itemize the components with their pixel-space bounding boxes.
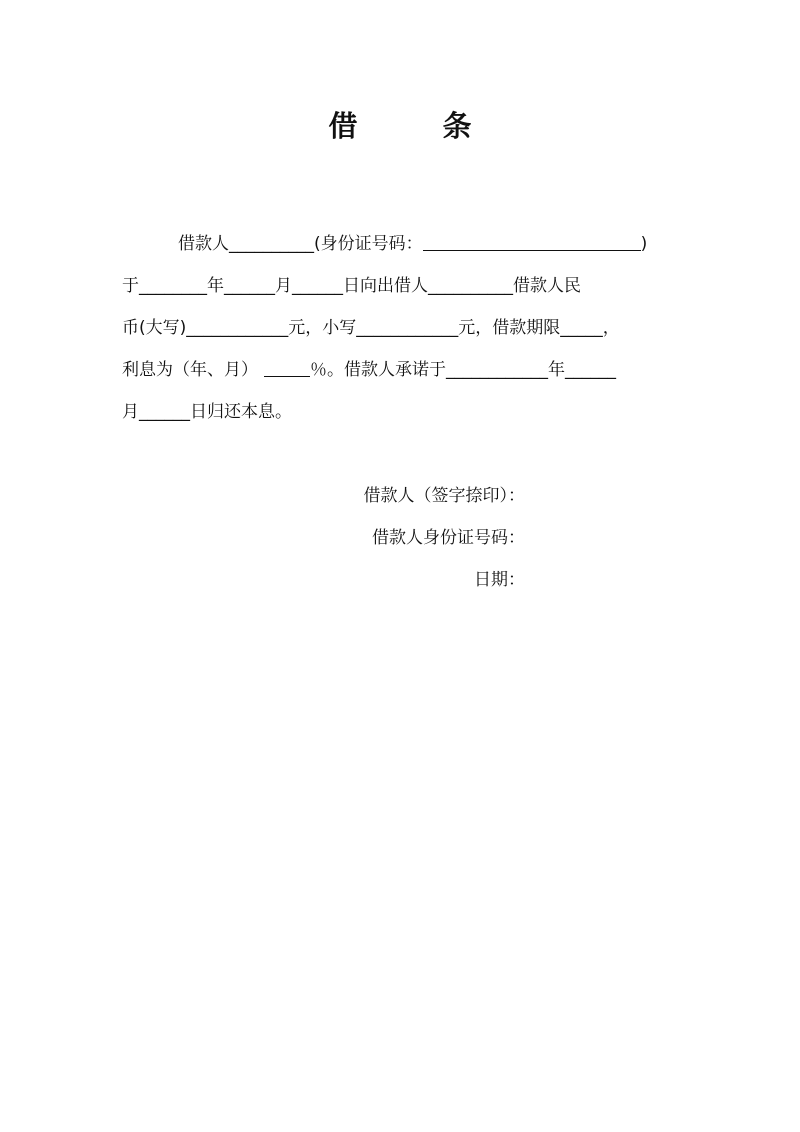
borrower-id-text: 借款人__________(身份证号码： xyxy=(178,234,423,254)
paragraph-line-4 xyxy=(122,358,616,382)
closing-paren: ) xyxy=(640,234,648,254)
paragraph-line-3: 币(大写)____________元，小写____________元，借款期限_____， xyxy=(122,318,620,338)
repayment-text: ％。借款人承诺于____________年______ xyxy=(310,360,616,380)
borrower-signature-label: 借款人（签字捺印）： xyxy=(363,486,525,506)
id-number-blank[interactable] xyxy=(423,232,641,251)
paragraph-line-5: 月______日归还本息。 xyxy=(122,402,292,422)
borrower-id-label: 借款人身份证号码： xyxy=(372,528,525,548)
date-label: 日期： xyxy=(474,570,525,590)
interest-label: 利息为（年、月） xyxy=(122,360,258,380)
paragraph-line-2: 于________年______月______日向出借人__________借款人民 xyxy=(122,276,581,296)
document-title: 借 条 xyxy=(328,109,500,143)
paragraph-line-1 xyxy=(178,232,647,256)
interest-rate-blank[interactable] xyxy=(264,358,310,377)
